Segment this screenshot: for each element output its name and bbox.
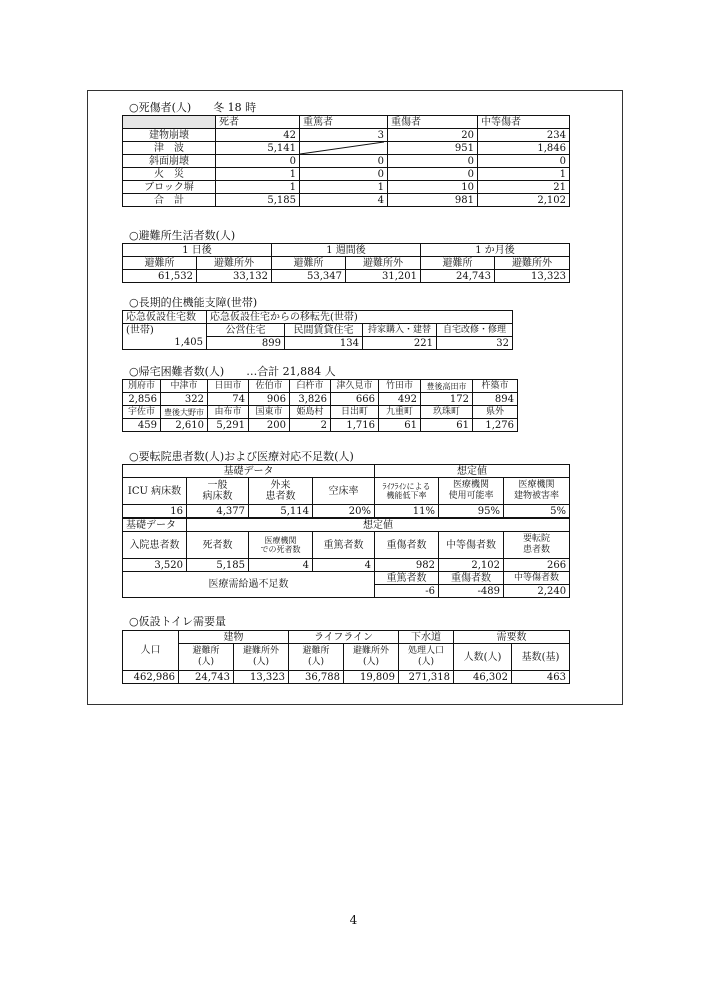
page-number: 4 (349, 913, 358, 927)
hospital-table-2: 基礎データ 想定値 入院患者数 死者数 医療機関 での死者数 重篤者数 重傷者数 中等傷者数 要転院 患者数 3,520 5,185 4 4 982 2,102 266 医療需給過不足数 重篤者数 重傷者数 中等傷者数 -6 -489 2,240 (122, 518, 570, 598)
period-header: 1 日後 (123, 244, 272, 257)
col-header: 重篤者 (300, 116, 388, 129)
diagonal-cell (300, 142, 388, 155)
row-label: 建物崩壊 (123, 129, 216, 142)
row-label: 合 計 (123, 194, 216, 207)
casualties-table: 死者 重篤者 重傷者 中等傷者 建物崩壊 42 3 20 234 津 波 5,141 951 1,846 斜面崩壊 0 0 0 0 火 災 1 0 0 1 ブロック塀 1 1 10 21 合 計 5,185 4 981 2,102 (122, 115, 570, 207)
row-label: 斜面崩壊 (123, 155, 216, 168)
period-header: 1 週間後 (272, 244, 421, 257)
toilet-title: ○仮設トイレ需要量 (129, 615, 227, 628)
stranded-title: ○帰宅困難者数(人) …合計 21,884 人 (129, 365, 336, 378)
housing-table: 応急仮設住宅数 応急仮設住宅からの移転先(世帯) (世帯) 公営住宅 民間賃貸住宅 持家購入・建替 自宅改修・修理 1,405 899 134 221 32 (122, 310, 513, 350)
toilet-table: 人口 建物 ライフライン 下水道 需要数 避難所 (人) 避難所外 (人) 避難所 (人) 避難所外 (人) 処理人口 (人) 人数(人) 基数(基) 462,986 24,743 13,323 36,788 19,809 271,318 46,302 463 (122, 630, 570, 684)
col-header: 死者 (216, 116, 300, 129)
row-label: ブロック塀 (123, 181, 216, 194)
casualties-title: ○死傷者(人) 冬 18 時 (129, 101, 257, 114)
evacuees-table: 1 日後 1 週間後 1 か月後 避難所 避難所外 避難所 避難所外 避難所 避難所外 61,532 33,132 53,347 31,201 24,743 13,323 (122, 243, 570, 283)
row-label: 火 災 (123, 168, 216, 181)
evacuees-title: ○避難所生活者数(人) (129, 229, 236, 242)
hospital-title: ○要転院患者数(人)および医療対応不足数(人) (129, 450, 354, 463)
col-header: 中等傷者 (478, 116, 570, 129)
row-label: 津 波 (123, 142, 216, 155)
housing-title: ○長期的住機能支障(世帯) (129, 296, 258, 309)
hospital-table-1: 基礎データ 想定値 ICU 病床数 一般 病床数 外来 患者数 空床率 ﾗｲﾌﾗｲﾝによる 機能低下率 医療機関 使用可能率 医療機関 建物被害率 16 4,377 5,114 20% 11% 95% 5% (122, 464, 570, 518)
col-header: 重傷者 (388, 116, 478, 129)
period-header: 1 か月後 (421, 244, 570, 257)
stranded-table: 別府市 中津市 日田市 佐伯市 臼杵市 津久見市 竹田市 豊後高田市 杵築市 2,856 322 74 906 3,826 666 492 172 894 宇佐市 豊後大野市 由布市 国東市 姫島村 日出町 九重町 玖珠町 県外 459 2,610 5,291 200 2 1,716 61 61 1,276 (122, 379, 518, 432)
